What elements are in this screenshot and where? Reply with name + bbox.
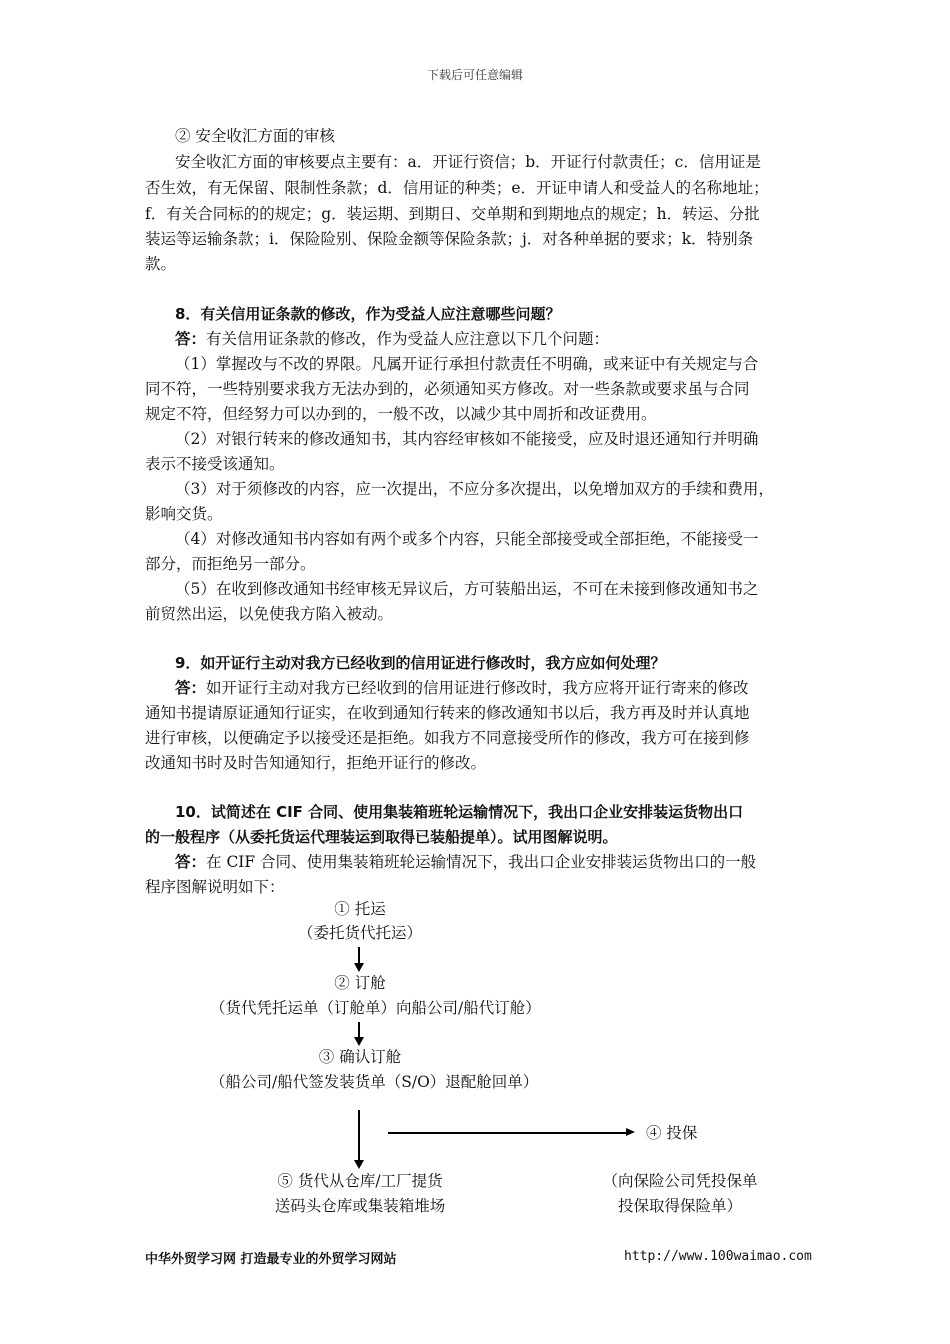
paragraph-line: 程序图解说明如下： bbox=[145, 878, 285, 896]
flow-step-3-subtitle: （船公司/船代签发装货单（S/O）退配舱回单） bbox=[210, 1073, 539, 1091]
arrow-right-icon bbox=[626, 1128, 635, 1136]
question-10-line2: 的一般程序（从委托货运代理装运到取得已装船提单）。试用图解说明。 bbox=[145, 828, 618, 846]
flow-step-5-line2: 送码头仓库或集装箱堆场 bbox=[274, 1197, 446, 1215]
question-9: 9．如开证行主动对我方已经收到的信用证进行修改时，我方应如何处理？ bbox=[175, 654, 666, 672]
answer-first-line bbox=[175, 676, 749, 701]
answer-intro bbox=[175, 327, 609, 352]
paragraph-line: （4）对修改通知书内容如有两个或多个内容，只能全部接受或全部拒绝，不能接受一 bbox=[175, 530, 759, 548]
footer-url[interactable]: http://www.100waimao.com bbox=[624, 1249, 812, 1264]
paragraph-line: 装运等运输条款；i．保险险别、保险金额等保险条款；j．对各种单据的要求；k．特别条 bbox=[145, 230, 754, 248]
paragraph-line: 部分，而拒绝另一部分。 bbox=[145, 555, 316, 573]
paragraph-line: （1）掌握改与不改的界限。凡属开证行承担付款责任不明确，或来证中有关规定与合 bbox=[175, 355, 759, 373]
paragraph-line: 改通知书时及时告知通知行，拒绝开证行的修改。 bbox=[145, 754, 487, 772]
paragraph-line: 进行审核，以便确定予以接受还是拒绝。如我方不同意接受所作的修改，我方可在接到修 bbox=[145, 729, 750, 747]
flow-connector bbox=[358, 1110, 360, 1162]
arrow-down-icon bbox=[354, 1037, 364, 1046]
paragraph-line: 安全收汇方面的审核要点主要有：a．开证行资信；b．开证行付款责任；c．信用证是 bbox=[175, 153, 761, 171]
flow-step-1-title: ① 托运 bbox=[334, 900, 386, 918]
paragraph-line: （5）在收到修改通知书经审核无异议后，方可装船出运，不可在未接到修改通知书之 bbox=[175, 580, 759, 598]
flow-step-4-note-line1: （向保险公司凭投保单 bbox=[602, 1172, 758, 1190]
answer-text: 如开证行主动对我方已经收到的信用证进行修改时，我方应将开证行寄来的修改 bbox=[206, 679, 749, 697]
paragraph-line: 影响交货。 bbox=[145, 505, 223, 523]
flow-step-5-line1: ⑤ 货代从仓库/工厂提货 bbox=[277, 1172, 443, 1190]
section-title: ② 安全收汇方面的审核 bbox=[175, 127, 335, 145]
paragraph-line: 前贸然出运，以免使我方陷入被动。 bbox=[145, 605, 394, 623]
page-header: 下载后可任意编辑 bbox=[426, 68, 523, 82]
paragraph-line: （3）对于须修改的内容，应一次提出，不应分多次提出，以免增加双方的手续和费用， bbox=[175, 480, 774, 498]
paragraph-line: 同不符，一些特别要求我方无法办到的，必须通知买方修改。对一些条款或要求虽与合同 bbox=[145, 380, 750, 398]
flow-step-2-subtitle: （货代凭托运单（订舱单）向船公司/船代订舱） bbox=[210, 999, 541, 1017]
arrow-down-icon bbox=[354, 963, 364, 972]
answer-text: 有关信用证条款的修改，作为受益人应注意以下几个问题： bbox=[206, 330, 610, 348]
arrow-down-icon bbox=[354, 1160, 364, 1169]
answer-label: 答： bbox=[175, 679, 207, 697]
question-8: 8．有关信用证条款的修改，作为受益人应注意哪些问题？ bbox=[175, 305, 561, 323]
paragraph-line: f．有关合同标的的规定；g．装运期、到期日、交单期和到期地点的规定；h．转运、分批 bbox=[145, 205, 760, 223]
flow-step-3-title: ③ 确认订舱 bbox=[318, 1048, 402, 1066]
flow-step-2-title: ② 订舱 bbox=[334, 974, 386, 992]
question-10-line1: 10．试简述在 CIF 合同、使用集装箱班轮运输情况下，我出口企业安排装运货物出口 bbox=[175, 803, 744, 821]
answer-label: 答： bbox=[175, 330, 207, 348]
answer-text: 在 CIF 合同、使用集装箱班轮运输情况下，我出口企业安排装运货物出口的一般 bbox=[206, 853, 757, 871]
paragraph-line: 通知书提请原证通知行证实，在收到通知行转来的修改通知书以后，我方再及时并认真地 bbox=[145, 704, 750, 722]
flow-step-4-title: ④ 投保 bbox=[646, 1124, 698, 1142]
flow-step-1-subtitle: （委托货代托运） bbox=[297, 924, 422, 942]
paragraph-line: （2）对银行转来的修改通知书，其内容经审核如不能接受，应及时退还通知行并明确 bbox=[175, 430, 759, 448]
paragraph-line: 否生效，有无保留、限制性条款；d．信用证的种类；e．开证申请人和受益人的名称地址； bbox=[145, 179, 769, 197]
footer-site-name: 中华外贸学习网 打造最专业的外贸学习网站 bbox=[145, 1252, 397, 1267]
answer-label: 答： bbox=[175, 853, 207, 871]
paragraph-line: 款。 bbox=[145, 255, 177, 273]
answer-first-line bbox=[175, 850, 756, 875]
paragraph-line: 规定不符，但经努力可以办到的，一般不改，以减少其中周折和改证费用。 bbox=[145, 405, 657, 423]
flow-connector-horizontal bbox=[388, 1132, 628, 1134]
paragraph-line: 表示不接受该通知。 bbox=[145, 455, 285, 473]
flow-step-4-note-line2: 投保取得保险单） bbox=[617, 1197, 742, 1215]
